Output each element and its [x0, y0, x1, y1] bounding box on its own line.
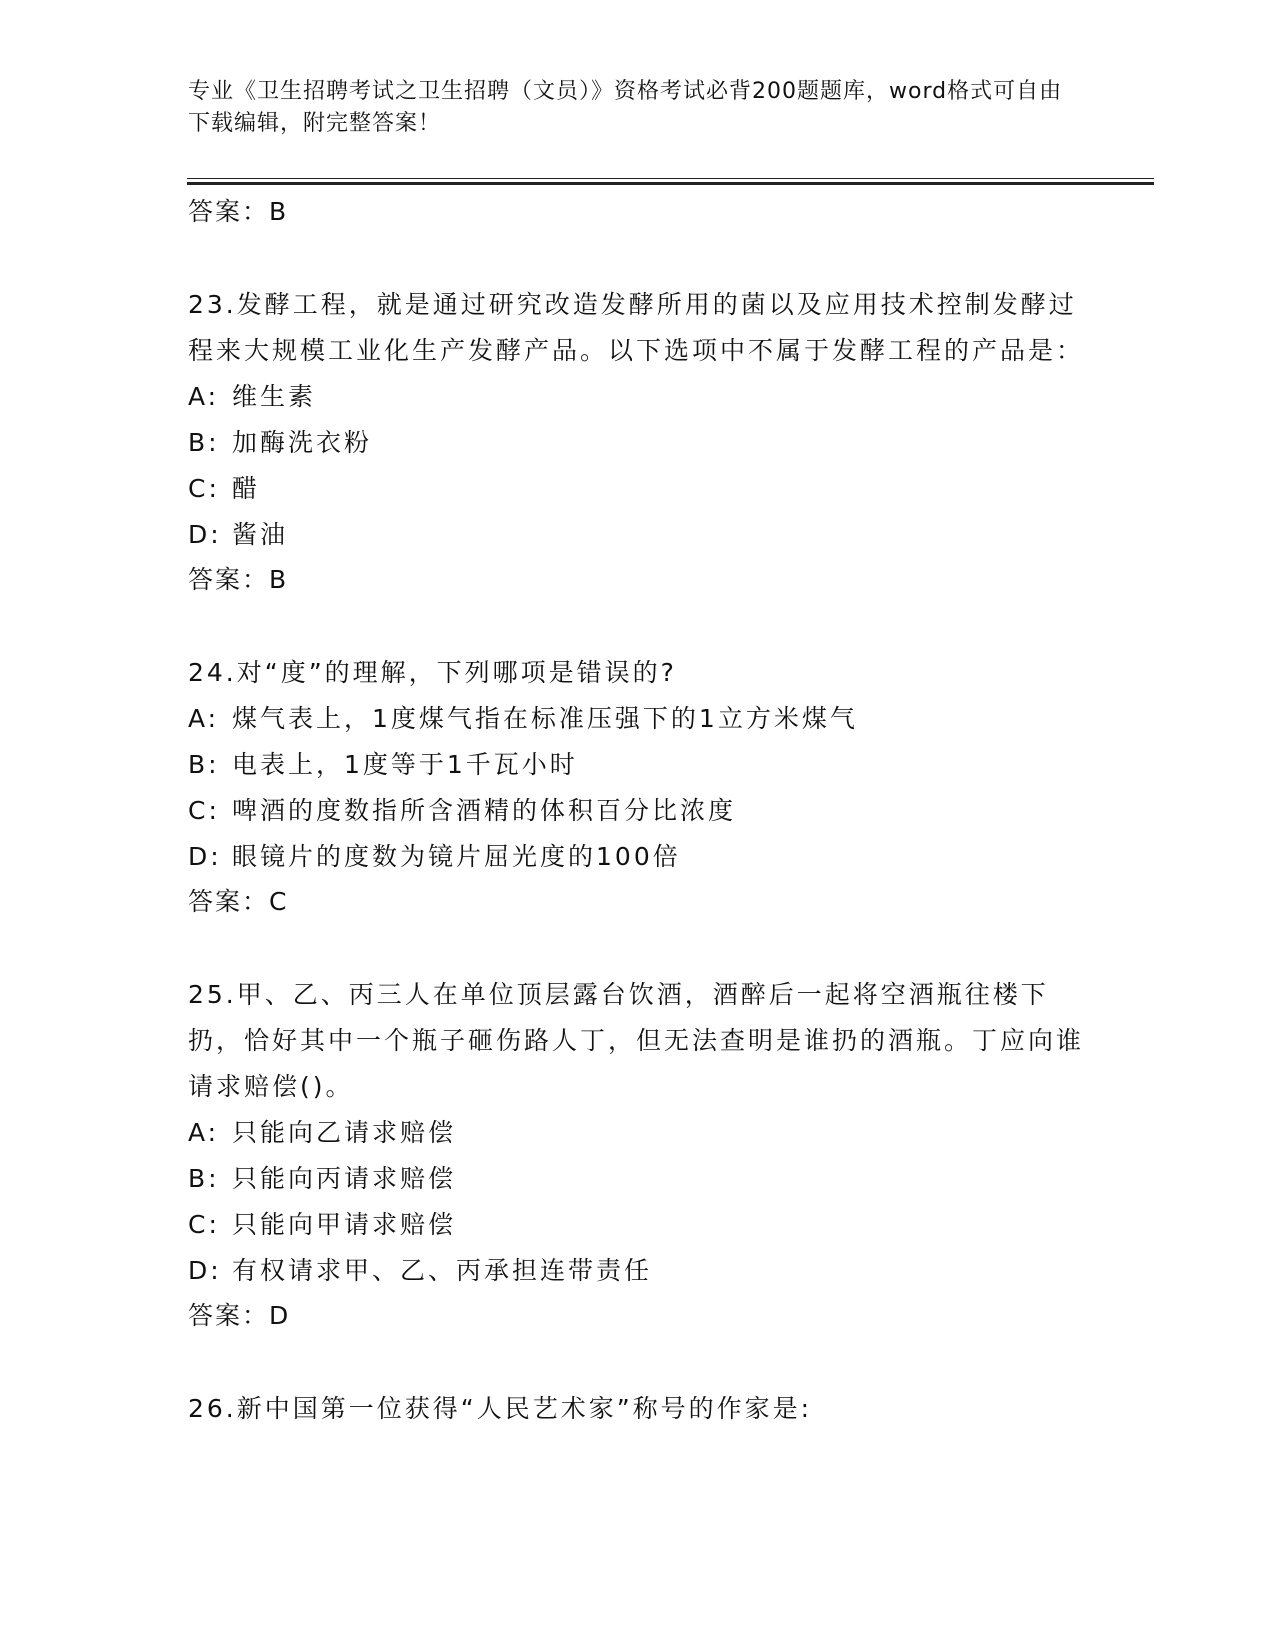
option-letter: B: — [188, 750, 220, 779]
option-letter: D: — [188, 520, 222, 549]
option-line — [188, 1110, 1088, 1156]
question-text: 23.发酵工程，就是通过研究改造发酵所用的菌以及应用技术控制发酵过程来大规模工业化生产发酵产品。以下选项中不属于发酵工程的产品是： — [188, 290, 1085, 365]
option-text: 加酶洗衣粉 — [232, 428, 373, 457]
question-block — [188, 972, 1088, 1338]
option-text: 煤气表上，1度煤气指在标准压强下的1立方米煤气 — [232, 704, 858, 733]
document-header: 专业《卫生招聘考试之卫生招聘（文员）》资格考试必背200题题库，word格式可自由下载编辑，附完整答案！ — [188, 79, 1063, 136]
option-text: 只能向甲请求赔偿 — [232, 1210, 457, 1239]
option-letter: B: — [188, 428, 220, 457]
option-line — [188, 788, 1088, 834]
option-text: 只能向乙请求赔偿 — [232, 1118, 457, 1147]
option-line — [188, 466, 1088, 512]
question-text: 24.对“度”的理解，下列哪项是错误的? — [188, 658, 677, 687]
answer-line: 答案：C — [188, 887, 289, 916]
option-letter: D: — [188, 842, 222, 871]
option-line — [188, 742, 1088, 788]
option-letter: C: — [188, 474, 220, 503]
option-line — [188, 696, 1088, 742]
question-block — [188, 1386, 1088, 1432]
option-line — [188, 1248, 1088, 1294]
option-line — [188, 420, 1088, 466]
option-line — [188, 512, 1088, 558]
option-letter: C: — [188, 1210, 220, 1239]
option-letter: A: — [188, 1118, 220, 1147]
option-text: 醋 — [232, 474, 261, 503]
header-divider-thick — [187, 182, 1154, 185]
option-text: 电表上，1度等于1千瓦小时 — [232, 750, 578, 779]
answer-line: 答案：D — [188, 1301, 291, 1330]
option-text: 有权请求甲、乙、丙承担连带责任 — [232, 1256, 653, 1285]
answer-line: 答案：B — [188, 197, 289, 226]
question-text: 25.甲、乙、丙三人在单位顶层露台饮酒，酒醉后一起将空酒瓶往楼下扔，恰好其中一个瓶子砸伤路人丁，但无法查明是谁扔的酒瓶。丁应向谁请求赔偿()。 — [188, 980, 1085, 1101]
option-text: 只能向丙请求赔偿 — [232, 1164, 457, 1193]
option-text: 眼镜片的度数为镜片屈光度的100倍 — [232, 842, 681, 871]
option-text: 酱油 — [232, 520, 289, 549]
answer-line: 答案：B — [188, 565, 289, 594]
option-line — [188, 1202, 1088, 1248]
option-letter: B: — [188, 1164, 220, 1193]
option-letter: D: — [188, 1256, 222, 1285]
option-line — [188, 1156, 1088, 1202]
option-line — [188, 374, 1088, 420]
question-text: 26.新中国第一位获得“人民艺术家”称号的作家是: — [188, 1394, 813, 1423]
document-body — [188, 190, 1088, 1432]
option-letter: A: — [188, 704, 220, 733]
option-text: 啤酒的度数指所含酒精的体积百分比浓度 — [232, 796, 737, 825]
question-block — [188, 282, 1088, 602]
option-text: 维生素 — [232, 382, 317, 411]
header-divider-thin — [187, 178, 1154, 179]
option-letter: A: — [188, 382, 220, 411]
option-line — [188, 834, 1088, 880]
option-letter: C: — [188, 796, 220, 825]
question-block — [188, 650, 1088, 924]
